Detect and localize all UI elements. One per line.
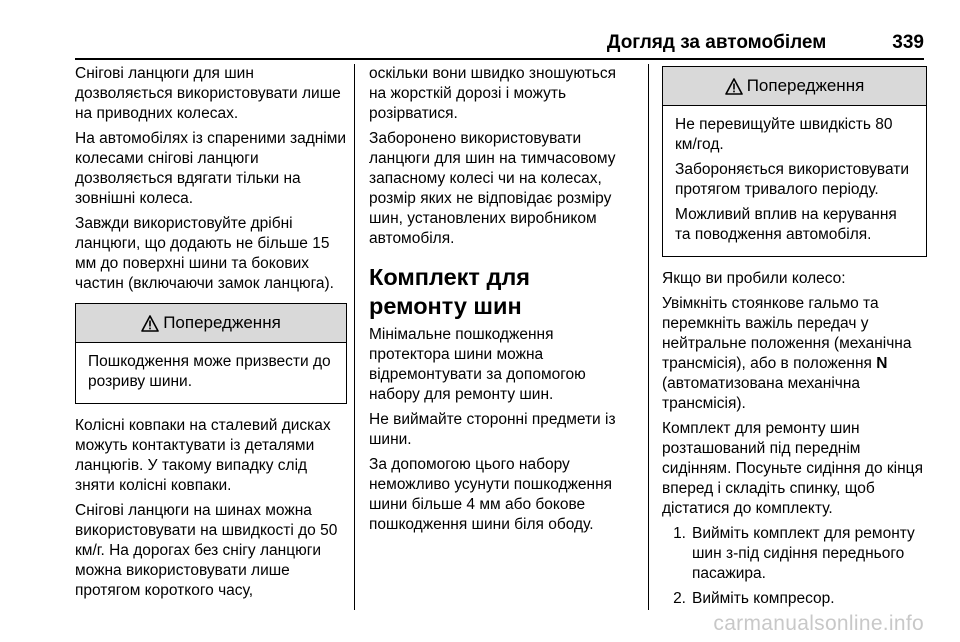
gear-position-n: N — [876, 355, 888, 372]
column-divider-2 — [648, 64, 649, 610]
warning-text: Пошкодження може призвести до розриву шини. — [88, 353, 331, 390]
paragraph: Мінімальне пошкодження протектора шини можна відремонтувати за допомогою набору для ремонту шин. — [369, 326, 586, 403]
paragraph: Комплект для ремонту шин розташований під переднім сидінням. Посуньте сидіння до кінця вперед і складіть спинку, щоб дістатися до комплекту. — [662, 420, 923, 517]
paragraph: Колісні ковпаки на сталевий дисках можуть контактувати із деталями ланцюгів. У такому випадку слід зняти колісні ковпаки. — [75, 417, 331, 494]
page-header — [607, 28, 924, 58]
text-run: Увімкніть стоянкове гальмо та перемкніть важіль передач у нейтральне положення (механічна трансмісія), або в положення — [662, 295, 912, 372]
warning-header — [663, 67, 926, 106]
warning-body — [76, 343, 346, 403]
page-number: 339 — [892, 32, 924, 53]
column-1 — [75, 64, 347, 606]
paragraph: На автомобілях із спареними задніми колесами снігові ланцюги дозволяється вдягати тільки на зовнішні колеса. — [75, 130, 347, 207]
header-rule — [75, 58, 924, 60]
warning-header — [76, 304, 346, 343]
list-item — [662, 524, 927, 584]
paragraph: Якщо ви пробили колесо: — [662, 270, 846, 287]
warning-title: Попередження — [746, 76, 865, 95]
warning-triangle-icon — [725, 78, 743, 95]
column-divider-1 — [354, 64, 355, 610]
paragraph: Снігові ланцюги на шинах можна використовувати на швидкості до 50 км/г. На дорогах без снігу ланцюги можна використовувати лише протягом короткого часу, — [75, 502, 338, 599]
column-2 — [369, 64, 629, 540]
warning-box — [75, 303, 347, 404]
watermark[interactable]: carmanualsonline.info — [713, 612, 924, 635]
paragraph: Не виймайте сторонні предмети із шини. — [369, 411, 616, 448]
page-title: Догляд за автомобілем — [606, 32, 827, 53]
text-run: (автоматизована механічна трансмісія). — [662, 375, 861, 412]
warning-text: Можливий вплив на керування та поводження автомобіля. — [675, 206, 897, 243]
step-text: Вийміть комплект для ремонту шин з-під сидіння переднього пасажира. — [692, 525, 915, 582]
step-number: 2. — [673, 590, 686, 607]
paragraph: оскільки вони швидко зношуються на жорсткій дорозі і можуть розірватися. — [369, 65, 616, 122]
paragraph: Снігові ланцюги для шин дозволяється використовувати лише на приводних колесах. — [75, 65, 341, 122]
section-title: Комплект для ремонту шин — [369, 264, 531, 319]
warning-triangle-icon — [141, 315, 159, 332]
paragraph: За допомогою цього набору неможливо усунути пошкодження шини більше 4 мм або бокове пошкодження шини біля ободу. — [369, 456, 613, 533]
warning-title: Попередження — [163, 313, 281, 332]
column-3 — [662, 64, 927, 614]
paragraph: Заборонено використовувати ланцюги для шин на тимчасовому запасному колесі чи на колесах, розмір яких не відповідає розміру шин, установлених виробником автомобіля. — [369, 130, 616, 247]
step-number: 1. — [673, 525, 686, 542]
step-text: Вийміть компресор. — [692, 590, 835, 607]
warning-text: Не перевищуйте швидкість 80 км/год. — [675, 116, 893, 153]
steps-list — [662, 524, 927, 609]
paragraph: Завжди використовуйте дрібні ланцюги, що додають не більше 15 мм до поверхні шини та бокових частин (включаючи замок ланцюга). — [75, 215, 334, 292]
warning-text: Забороняється використовувати протягом тривалого періоду. — [675, 161, 909, 198]
warning-body — [663, 106, 926, 256]
paragraph — [662, 294, 927, 414]
warning-box — [662, 66, 927, 257]
list-item — [662, 589, 927, 609]
